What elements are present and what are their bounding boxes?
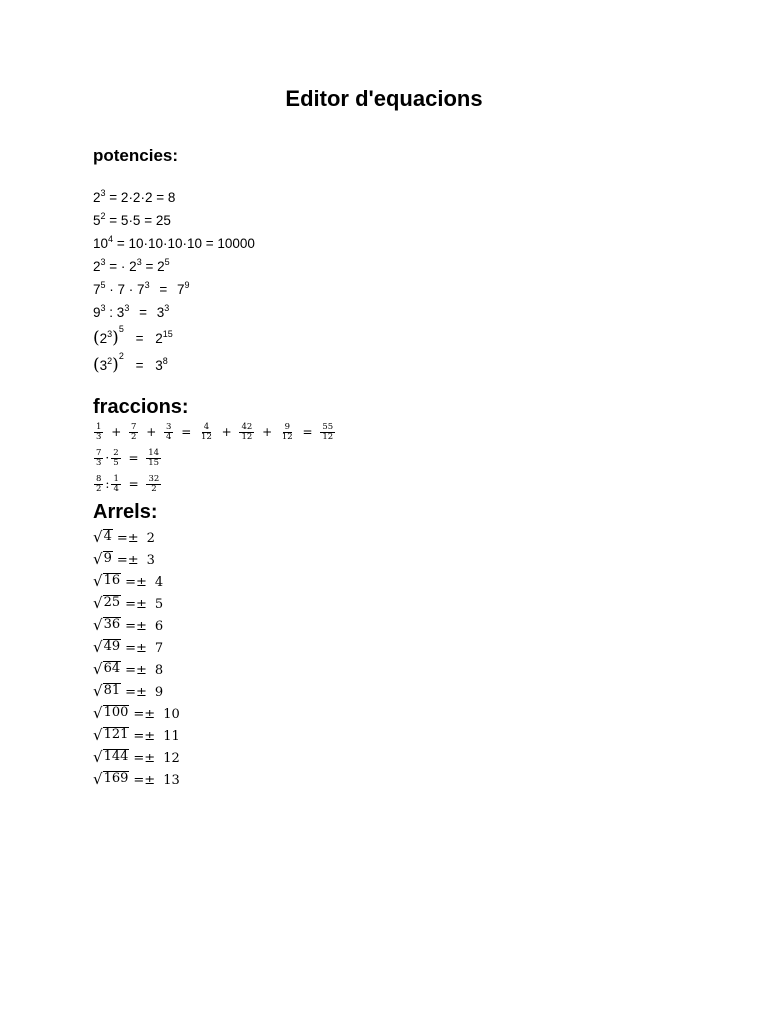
- fraction: [280, 423, 295, 442]
- section-heading-arrels: Arrels:: [93, 501, 158, 523]
- operator: =: [302, 425, 313, 440]
- radical-icon: √: [93, 528, 103, 546]
- expression: = 2·2·2 = 8: [109, 190, 176, 205]
- root-result: 6: [154, 619, 164, 634]
- exponent: 8: [162, 355, 168, 366]
- power-line-4: [93, 256, 170, 274]
- radicand: 121: [103, 727, 129, 742]
- fraction: [320, 423, 335, 442]
- exponent: 5: [164, 256, 170, 267]
- denominator: 12: [281, 432, 293, 442]
- numerator: 55: [322, 422, 334, 432]
- equals-plus-minus: =±: [125, 641, 147, 656]
- exponent: 2: [107, 355, 113, 366]
- power-line-8: [93, 350, 168, 375]
- equals-plus-minus: =±: [133, 729, 156, 744]
- power-line-5: [93, 279, 190, 297]
- root-result: 13: [163, 773, 180, 788]
- denominator: 12: [201, 432, 212, 442]
- equals-plus-minus: =±: [125, 619, 147, 634]
- section-heading-fraccions: fraccions:: [93, 396, 189, 418]
- fraction: [146, 475, 161, 494]
- exponent: 3: [124, 302, 130, 313]
- equals-sign: =: [159, 282, 168, 297]
- power-line-2: [93, 210, 171, 228]
- equals-plus-minus: =±: [125, 575, 147, 590]
- denominator: 2: [96, 484, 102, 494]
- numerator: 14: [148, 448, 160, 458]
- denominator: 5: [113, 458, 119, 468]
- operator: +: [262, 425, 273, 440]
- radical-icon: √: [93, 748, 103, 766]
- equals-plus-minus: =±: [133, 773, 156, 788]
- root-line-10: [93, 727, 180, 744]
- exponent: 3: [100, 187, 106, 198]
- operator: =: [128, 477, 139, 492]
- square-root: [93, 683, 121, 698]
- radical-icon: √: [93, 682, 103, 700]
- root-result: 11: [163, 729, 180, 744]
- fraction: [239, 423, 254, 442]
- exponent: 3: [100, 302, 106, 313]
- square-root: [93, 727, 129, 742]
- denominator: 3: [96, 458, 102, 468]
- operator: +: [146, 425, 157, 440]
- radicand: 4: [103, 529, 112, 544]
- exponent: 5: [100, 279, 106, 290]
- equals-plus-minus: =±: [133, 751, 156, 766]
- root-line-6: [93, 639, 163, 656]
- paren-open-icon: (: [93, 328, 100, 348]
- fraction: [129, 423, 138, 442]
- fraction: [94, 423, 103, 442]
- root-line-3: [93, 573, 163, 590]
- numerator: 4: [203, 422, 210, 432]
- root-result: 3: [146, 553, 155, 568]
- numerator: 1: [96, 422, 102, 432]
- equals-plus-minus: =±: [125, 685, 147, 700]
- fraction-line-2: [93, 449, 162, 468]
- exponent: 2: [100, 210, 106, 221]
- expression: = 5·5 = 25: [109, 213, 171, 228]
- root-line-5: [93, 617, 163, 634]
- operator: :: [105, 477, 110, 492]
- radicand: 16: [103, 573, 121, 588]
- square-root: [93, 529, 113, 544]
- power-line-6: [93, 302, 170, 320]
- square-root: [93, 771, 129, 786]
- base: 2: [93, 190, 101, 205]
- root-result: 10: [163, 707, 180, 722]
- denominator: 15: [148, 458, 160, 468]
- exponent: 15: [162, 328, 173, 339]
- equals-sign: =: [135, 331, 144, 346]
- square-root: [93, 749, 129, 764]
- root-line-11: [93, 749, 180, 766]
- base: 3: [156, 305, 165, 320]
- expression: = 10·10·10·10 = 10000: [116, 236, 255, 251]
- denominator: 3: [96, 432, 102, 442]
- denominator: 12: [241, 432, 253, 442]
- root-line-7: [93, 661, 163, 678]
- base: 2: [155, 331, 163, 346]
- expression: = · 2: [109, 259, 137, 274]
- denominator: 12: [322, 432, 334, 442]
- equals-sign: =: [135, 358, 144, 373]
- exponent: 4: [108, 233, 114, 244]
- fraction: [199, 423, 214, 442]
- exponent: 3: [144, 279, 150, 290]
- equals-sign: =: [139, 305, 147, 320]
- root-result: 7: [154, 641, 164, 656]
- radicand: 81: [103, 683, 121, 698]
- radicand: 100: [103, 705, 129, 720]
- root-result: 8: [154, 663, 164, 678]
- base: 7: [177, 282, 185, 297]
- fraction: [111, 449, 120, 468]
- radical-icon: √: [93, 550, 103, 568]
- numerator: 1: [113, 474, 119, 484]
- root-result: 9: [154, 685, 164, 700]
- base: 7: [93, 282, 101, 297]
- paren-close-icon: ): [112, 355, 119, 375]
- denominator: 2: [151, 484, 157, 494]
- radical-icon: √: [93, 616, 103, 634]
- equals-plus-minus: =±: [125, 663, 147, 678]
- base: 3: [155, 358, 163, 373]
- power-line-7: [93, 323, 173, 348]
- radical-icon: √: [93, 594, 103, 612]
- page-title: Editor d'equacions: [285, 86, 483, 111]
- power-line-1: [93, 187, 176, 205]
- equals-plus-minus: =±: [116, 531, 139, 546]
- square-root: [93, 639, 121, 654]
- square-root: [93, 595, 121, 610]
- numerator: 9: [284, 422, 291, 432]
- radical-icon: √: [93, 638, 103, 656]
- equals-plus-minus: =±: [133, 707, 156, 722]
- radicand: 49: [103, 639, 121, 654]
- fraction: [94, 475, 103, 494]
- outer-exponent: 2: [118, 350, 124, 361]
- radical-icon: √: [93, 572, 103, 590]
- radicand: 25: [103, 595, 121, 610]
- base: 3: [99, 358, 108, 373]
- numerator: 7: [96, 448, 102, 458]
- fraction: [111, 475, 120, 494]
- paren-close-icon: ): [112, 328, 119, 348]
- root-result: 4: [154, 575, 164, 590]
- numerator: 2: [113, 448, 119, 458]
- radical-icon: √: [93, 726, 103, 744]
- paren-open-icon: (: [93, 355, 100, 375]
- exponent: 3: [100, 256, 106, 267]
- outer-exponent: 5: [118, 323, 124, 334]
- exponent: 3: [136, 256, 142, 267]
- expression: = 2: [145, 259, 165, 274]
- fraction: [94, 449, 103, 468]
- fraction: [164, 423, 173, 442]
- exponent: 9: [184, 279, 190, 290]
- square-root: [93, 551, 113, 566]
- equals-plus-minus: =±: [116, 553, 139, 568]
- operator: +: [221, 425, 232, 440]
- operator: =: [181, 425, 192, 440]
- radicand: 169: [103, 771, 129, 786]
- numerator: 32: [148, 474, 160, 484]
- operator: +: [111, 425, 122, 440]
- radical-icon: √: [93, 660, 103, 678]
- root-result: 12: [163, 751, 180, 766]
- exponent: 3: [164, 302, 170, 313]
- radicand: 36: [103, 617, 121, 632]
- fraction-line-3: [93, 475, 162, 494]
- expression: : 3: [109, 305, 125, 320]
- square-root: [93, 617, 121, 632]
- radicand: 9: [103, 551, 112, 566]
- expression: · 7 · 7: [109, 282, 145, 297]
- root-line-9: [93, 705, 180, 722]
- root-line-2: [93, 551, 155, 568]
- square-root: [93, 661, 121, 676]
- fraction: [146, 449, 161, 468]
- radicand: 144: [103, 749, 129, 764]
- numerator: 42: [241, 422, 253, 432]
- fraction-line-1: [93, 423, 336, 442]
- denominator: 2: [131, 432, 137, 442]
- exponent: 3: [107, 328, 113, 339]
- radicand: 64: [103, 661, 121, 676]
- base: 9: [93, 305, 101, 320]
- base: 2: [93, 259, 101, 274]
- root-line-8: [93, 683, 163, 700]
- base: 5: [93, 213, 101, 228]
- operator: ·: [105, 451, 110, 466]
- base: 2: [99, 331, 108, 346]
- root-line-1: [93, 529, 155, 546]
- root-result: 2: [146, 531, 155, 546]
- root-line-4: [93, 595, 163, 612]
- numerator: 7: [131, 422, 137, 432]
- square-root: [93, 573, 121, 588]
- numerator: 8: [96, 474, 102, 484]
- denominator: 4: [113, 484, 119, 494]
- base: 10: [93, 236, 109, 251]
- section-heading-potencies: potencies:: [93, 146, 179, 165]
- denominator: 4: [166, 432, 172, 442]
- equals-plus-minus: =±: [125, 597, 147, 612]
- power-line-3: [93, 233, 255, 251]
- root-line-12: [93, 771, 180, 788]
- radical-icon: √: [93, 770, 103, 788]
- operator: =: [128, 451, 139, 466]
- root-result: 5: [154, 597, 164, 612]
- square-root: [93, 705, 129, 720]
- numerator: 3: [166, 422, 172, 432]
- radical-icon: √: [93, 704, 103, 722]
